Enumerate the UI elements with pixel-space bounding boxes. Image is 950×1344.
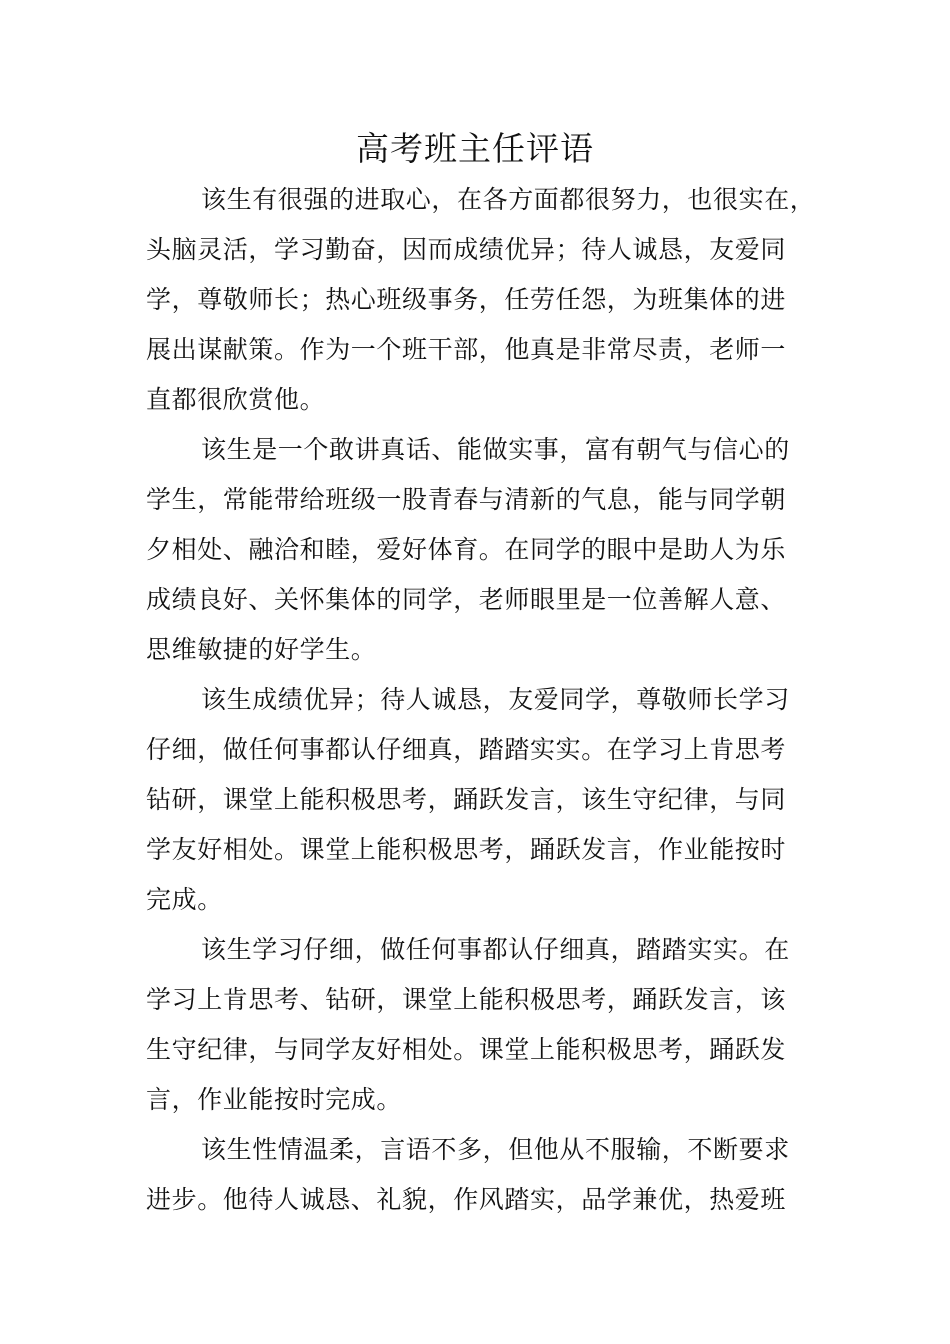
paragraph-4 <box>146 925 812 1125</box>
paragraph-2 <box>146 425 812 675</box>
text-line: 头脑灵活，学习勤奋，因而成绩优异；待人诚恳，友爱同 <box>146 235 787 264</box>
text-line: 该生性情温柔，言语不多，但他从不服输，不断要求 <box>201 1135 790 1164</box>
text-line: 仔细，做任何事都认仔细真，踏踏实实。在学习上肯思考 <box>146 735 787 764</box>
paragraph-3 <box>146 675 812 925</box>
text-line: 思维敏捷的好学生。 <box>146 635 377 664</box>
paragraph-5 <box>146 1125 812 1225</box>
text-line: 展出谋献策。作为一个班干部，他真是非常尽责，老师一 <box>146 335 787 364</box>
text-line: 该生是一个敢讲真话、能做实事，富有朝气与信心的 <box>201 435 790 464</box>
text-line: 该生成绩优异；待人诚恳，友爱同学，尊敬师长学习 <box>201 685 790 714</box>
text-line: 成绩良好、关怀集体的同学，老师眼里是一位善解人意、 <box>146 585 787 614</box>
text-line: 直都很欣赏他。 <box>146 385 326 414</box>
text-line: 学友好相处。课堂上能积极思考，踊跃发言，作业能按时 <box>146 835 787 864</box>
text-line: 钻研，课堂上能积极思考，踊跃发言，该生守纪律，与同 <box>146 785 787 814</box>
text-line: 学习上肯思考、钻研，课堂上能积极思考，踊跃发言，该 <box>146 985 787 1014</box>
document-body <box>146 175 816 1225</box>
document-title: 高考班主任评语 <box>356 129 594 168</box>
text-line: 学生，常能带给班级一股青春与清新的气息，能与同学朝 <box>146 485 787 514</box>
text-line: 该生有很强的进取心，在各方面都很努力，也很实在， <box>201 185 816 214</box>
text-line: 该生学习仔细，做任何事都认仔细真，踏踏实实。在 <box>201 935 790 964</box>
text-line: 学，尊敬师长；热心班级事务，任劳任怨，为班集体的进 <box>146 285 787 314</box>
text-line: 生守纪律，与同学友好相处。课堂上能积极思考，踊跃发 <box>146 1035 787 1064</box>
text-line: 夕相处、融洽和睦，爱好体育。在同学的眼中是助人为乐 <box>146 535 787 564</box>
paragraph-1 <box>146 175 816 425</box>
text-line: 言，作业能按时完成。 <box>146 1085 403 1114</box>
text-line: 进步。他待人诚恳、礼貌，作风踏实，品学兼优，热爱班 <box>146 1185 787 1214</box>
text-line: 完成。 <box>146 885 223 914</box>
